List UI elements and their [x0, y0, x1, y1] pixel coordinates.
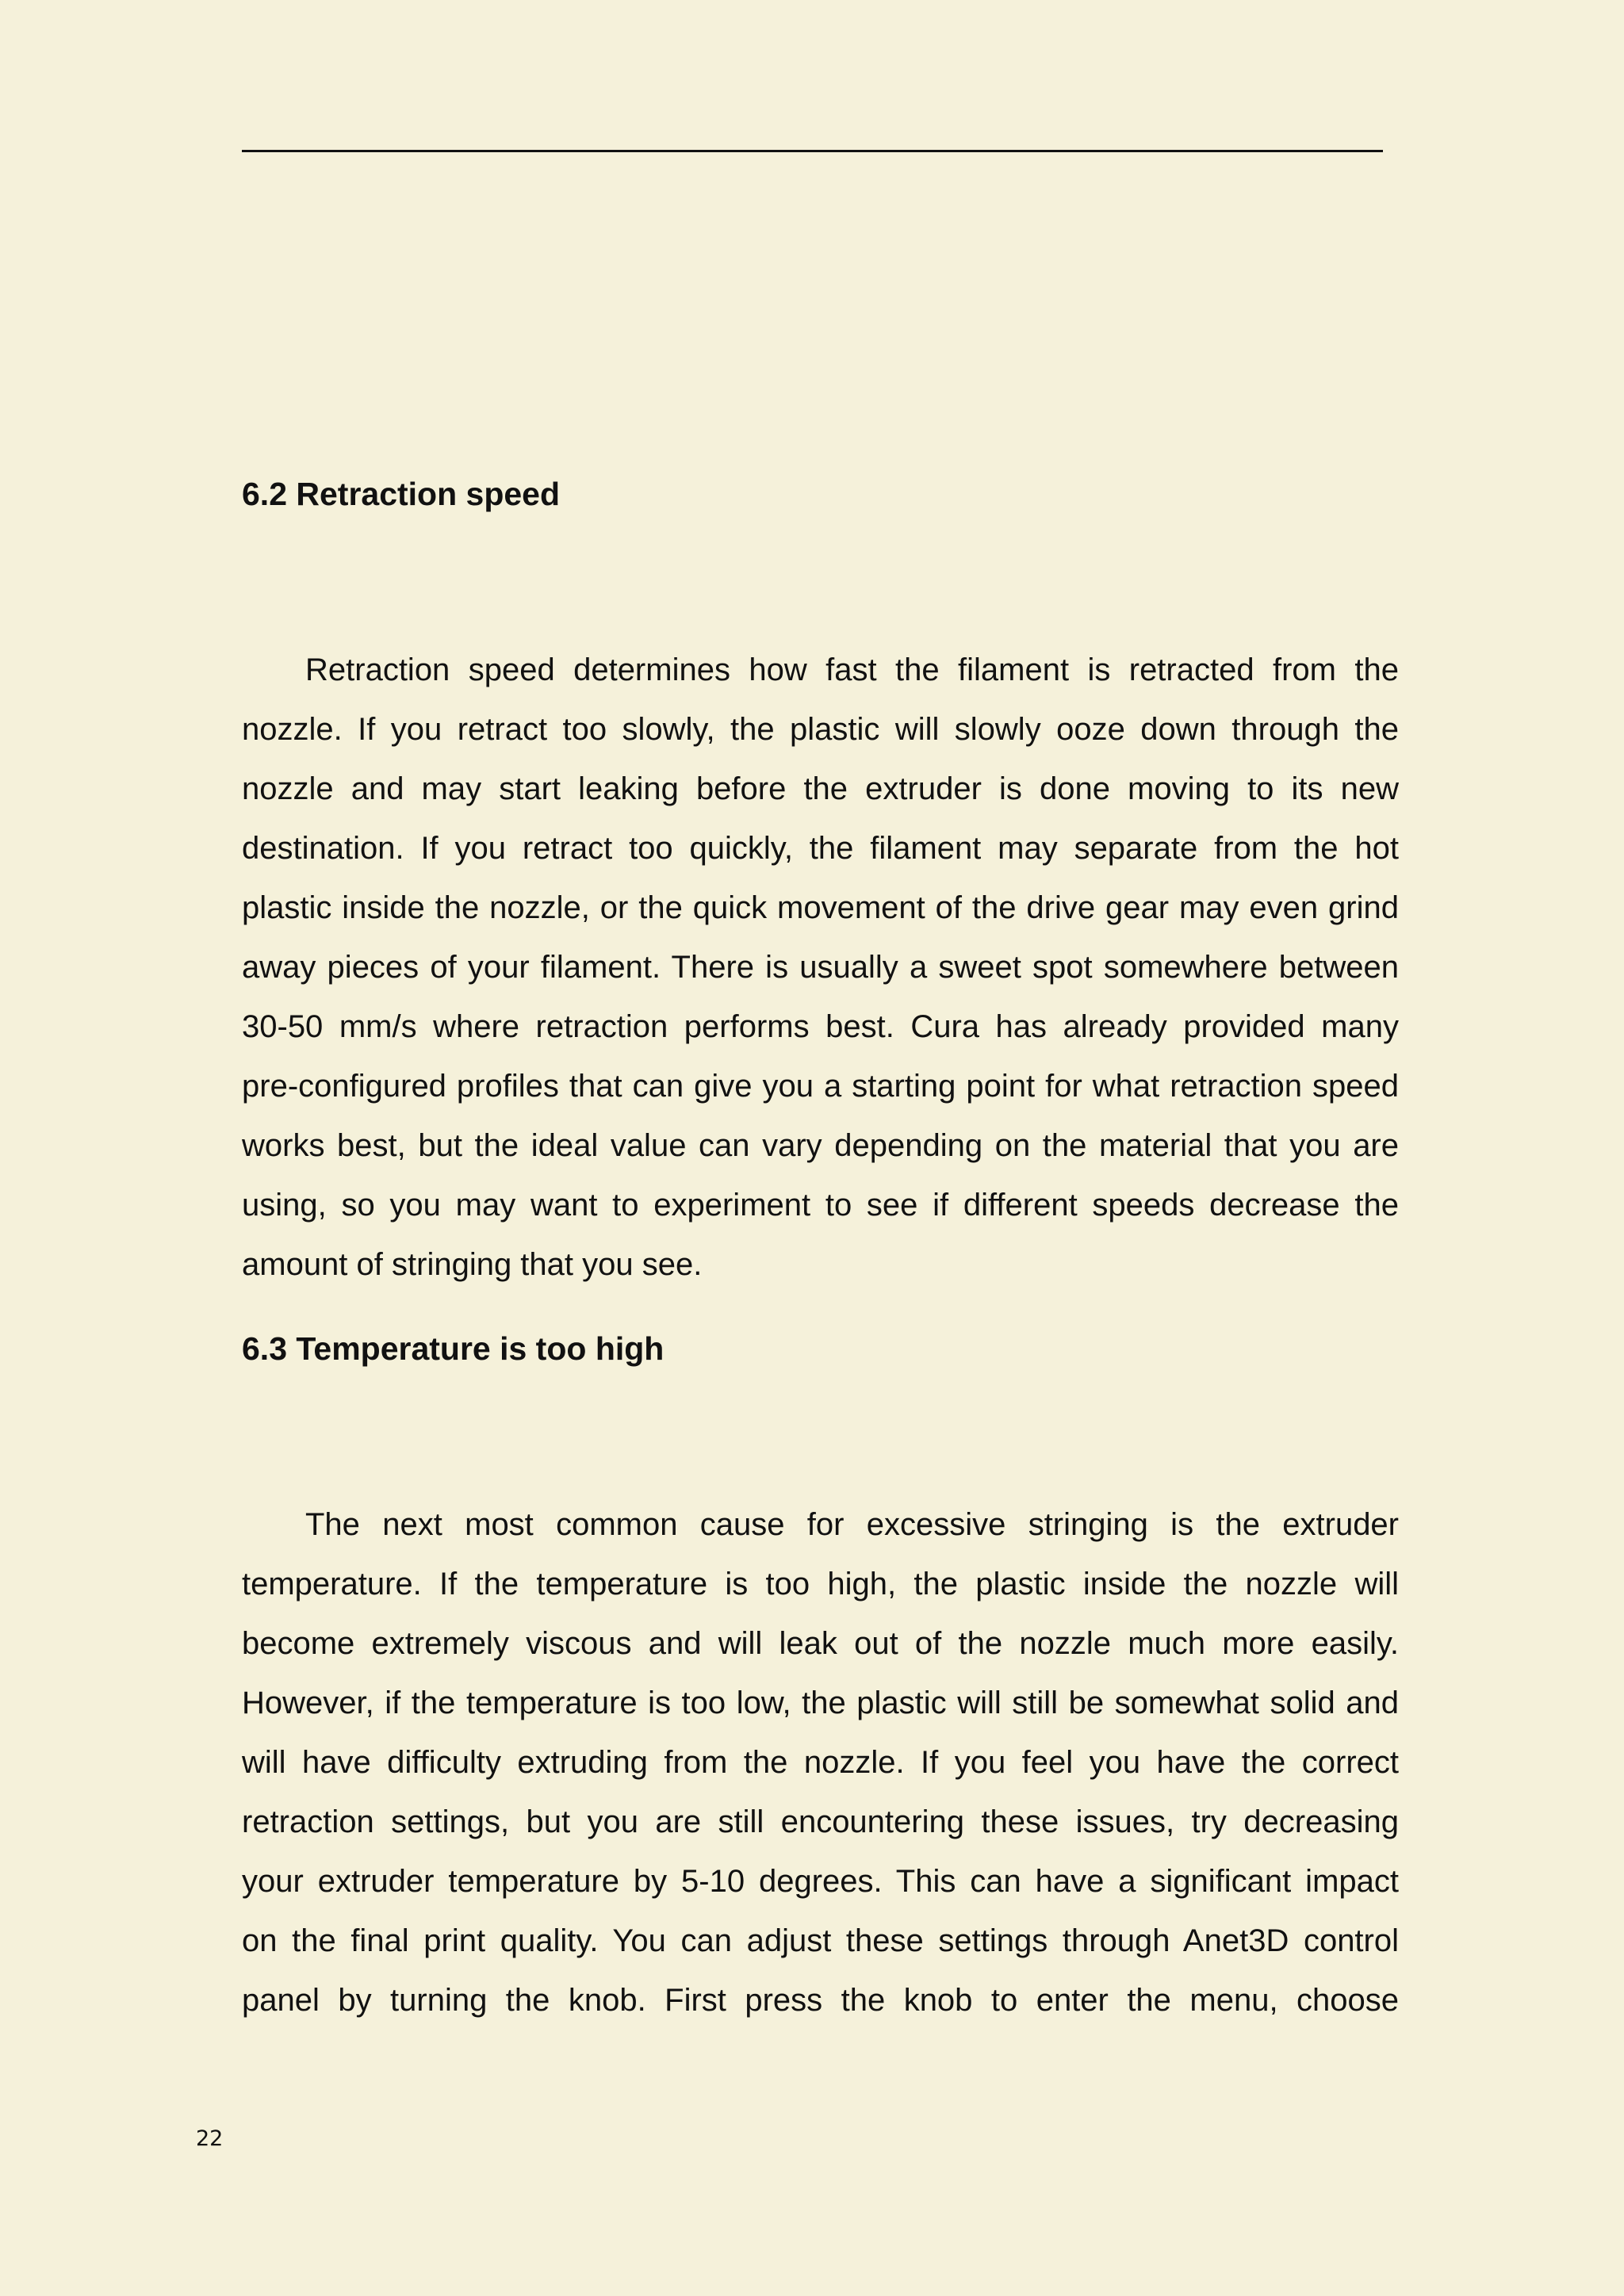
paragraph-line: works best, but the ideal value can vary depending on the material that you are — [242, 1128, 1399, 1163]
paragraph-line: away pieces of your filament. There is usually a sweet spot somewhere between — [242, 950, 1399, 985]
page-number: 22 — [196, 2126, 224, 2151]
paragraph-line: using, so you may want to experiment to see if different speeds decrease the — [242, 1188, 1399, 1223]
paragraph-line: temperature. If the temperature is too high, the plastic inside the nozzle will — [242, 1567, 1399, 1601]
paragraph-line: amount of stringing that you see. — [242, 1247, 703, 1282]
paragraph-line: nozzle and may start leaking before the extruder is done moving to its new — [242, 771, 1399, 806]
paragraph-line: The next most common cause for excessive stringing is the extruder — [305, 1507, 1399, 1542]
paragraph-line: retraction settings, but you are still encountering these issues, try decreasing — [242, 1804, 1399, 1839]
paragraph-line: become extremely viscous and will leak out of the nozzle much more easily. — [242, 1626, 1399, 1661]
paragraph-retraction-speed — [242, 641, 1399, 1295]
section-heading-retraction-speed: 6.2 Retraction speed — [242, 476, 561, 512]
paragraph-line: Retraction speed determines how fast the filament is retracted from the — [305, 652, 1399, 687]
paragraph-line: on the final print quality. You can adjust these settings through Anet3D control — [242, 1923, 1399, 1958]
paragraph-line: pre-configured profiles that can give you a starting point for what retraction speed — [242, 1069, 1399, 1104]
section-heading-temperature-too-high: 6.3 Temperature is too high — [242, 1330, 665, 1367]
paragraph-line: will have difficulty extruding from the nozzle. If you feel you have the correct — [242, 1745, 1399, 1780]
paragraph-line: plastic inside the nozzle, or the quick movement of the drive gear may even grind — [242, 890, 1399, 925]
paragraph-line: destination. If you retract too quickly, the filament may separate from the hot — [242, 831, 1399, 866]
paragraph-line: 30-50 mm/s where retraction performs best. Cura has already provided many — [242, 1009, 1399, 1044]
header-rule — [242, 150, 1383, 152]
paragraph-temperature — [242, 1495, 1399, 2030]
paragraph-line: panel by turning the knob. First press the knob to enter the menu, choose — [242, 1983, 1399, 2018]
paragraph-line: However, if the temperature is too low, the plastic will still be somewhat solid and — [242, 1686, 1399, 1720]
paragraph-line: nozzle. If you retract too slowly, the plastic will slowly ooze down through the — [242, 712, 1399, 747]
paragraph-line: your extruder temperature by 5-10 degrees. This can have a significant impact — [242, 1864, 1399, 1899]
